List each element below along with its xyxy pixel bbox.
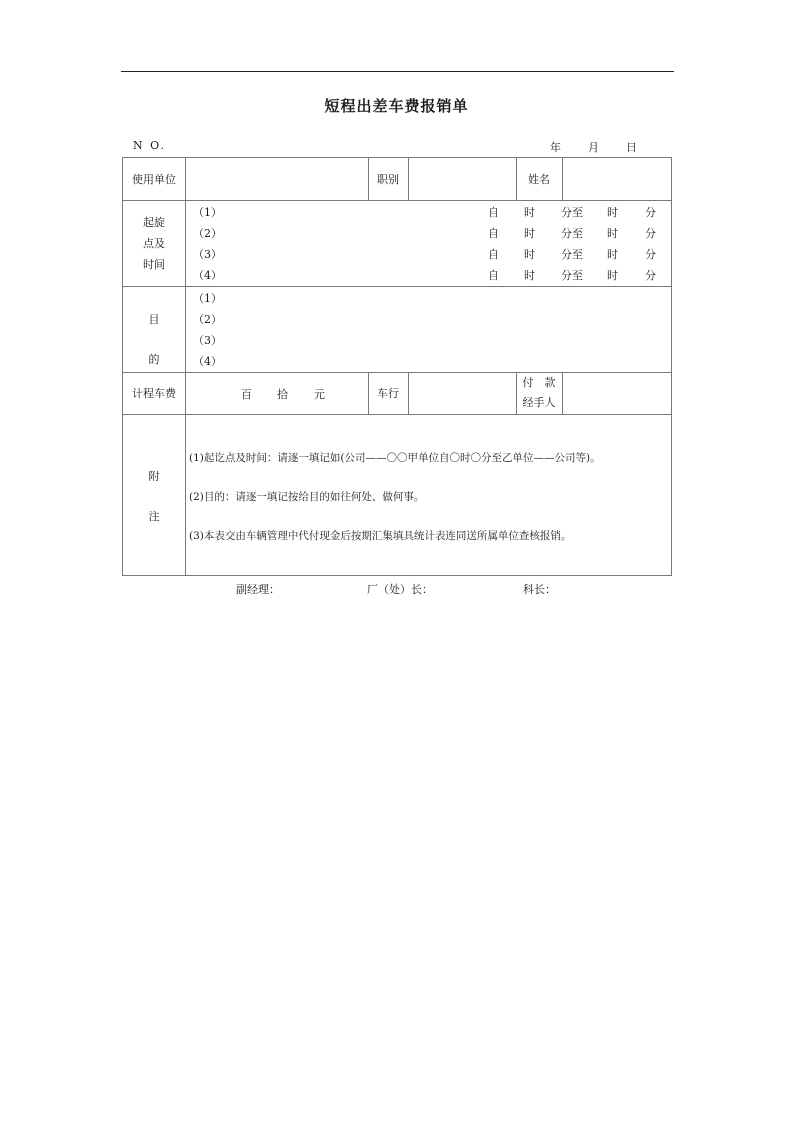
minute-to-label: 分至 [561,248,583,261]
route-label-line: 点及 [143,237,165,250]
top-rule [121,71,674,72]
route-row[interactable] [193,223,658,244]
page-title: 短程出差车费报销单 [324,97,469,115]
row-divider [123,414,671,415]
route-index: （4） [193,269,222,282]
purpose-label-line: 目 [148,313,160,326]
from-label: 自 [488,248,499,261]
car-company-field[interactable] [409,372,516,414]
from-label: 自 [488,206,499,219]
hour-label: 时 [524,248,535,261]
form-number-label: N O. [133,139,166,152]
year-label: 年 [550,141,561,154]
minute-label: 分 [645,227,656,240]
day-label: 日 [626,141,637,154]
minute-to-label: 分至 [561,227,583,240]
purpose-label [123,287,185,372]
payment-label-line: 经手人 [522,396,556,409]
minute-to-label: 分至 [561,206,583,219]
notes-label-line: 附 [148,470,160,483]
notes-label-line: 注 [148,510,160,523]
payment-label-line: 付 款 [522,376,556,389]
car-company-label: 车行 [377,387,399,400]
route-label [123,201,185,286]
minute-label: 分 [645,248,656,261]
payment-handler-label [516,372,562,414]
minute-to-label: 分至 [561,269,583,282]
position-label: 职别 [377,173,399,186]
purpose-row[interactable]: （4） [193,355,222,368]
deputy-manager-signature: 副经理： [236,583,280,596]
name-label: 姓名 [528,173,550,186]
factory-head-signature: 厂（处）长： [367,583,433,596]
note-item: (3)本表交由车辆管理中代付现金后按期汇集填具统计表连同送所属单位查核报销。 [189,530,572,542]
month-label: 月 [588,141,599,154]
column-divider [185,158,186,575]
hour-label: 时 [607,269,618,282]
purpose-row[interactable]: （3） [193,334,222,347]
purpose-label-line: 的 [148,353,160,366]
hour-label: 时 [524,227,535,240]
note-item: (1)起讫点及时间：请逐一填记如(公司——〇〇甲单位自〇时〇分至乙单位——公司等)。 [189,452,601,464]
taxi-fare-label: 计程车费 [132,387,176,400]
route-row[interactable] [193,265,658,286]
route-row[interactable] [193,202,658,223]
route-label-line: 起旋 [143,216,165,229]
minute-label: 分 [645,206,656,219]
position-field[interactable] [409,158,516,200]
hour-label: 时 [607,248,618,261]
hour-label: 时 [524,269,535,282]
route-label-line: 时间 [143,258,165,271]
route-row[interactable] [193,244,658,265]
route-index: （1） [193,206,222,219]
date-line [550,139,664,155]
hour-label: 时 [607,206,618,219]
purpose-row[interactable]: （2） [193,313,222,326]
hundred-unit: 百 [241,388,252,401]
note-item: (2)目的：请逐一填记按给目的如往何处、做何事。 [189,491,425,503]
from-label: 自 [488,269,499,282]
hour-label: 时 [524,206,535,219]
purpose-row[interactable]: （1） [193,292,222,305]
payment-handler-field[interactable] [563,372,671,414]
minute-label: 分 [645,269,656,282]
ten-unit: 拾 [277,388,288,401]
from-label: 自 [488,227,499,240]
hour-label: 时 [607,227,618,240]
row-divider [123,200,671,201]
reimbursement-form-table [122,157,672,576]
yuan-unit: 元 [314,388,325,401]
notes-label [123,415,185,575]
route-index: （2） [193,227,222,240]
name-field[interactable] [563,158,671,200]
section-chief-signature: 科长： [523,583,556,596]
unit-label: 使用单位 [132,173,176,186]
unit-field[interactable] [186,158,368,200]
row-divider [123,286,671,287]
taxi-fare-field[interactable] [186,372,368,414]
route-index: （3） [193,248,222,261]
